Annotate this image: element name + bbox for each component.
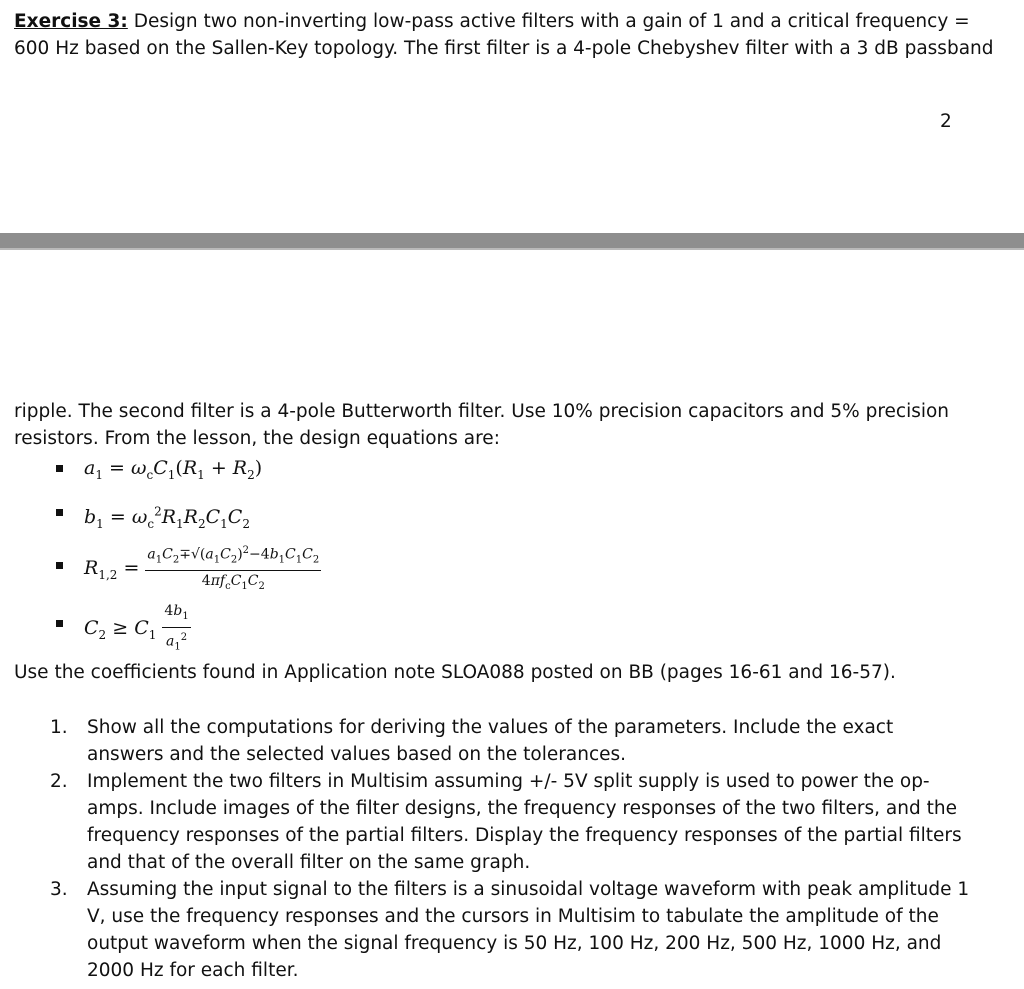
list-item bbox=[50, 768, 970, 876]
bullet-icon bbox=[56, 562, 63, 569]
list-item bbox=[50, 876, 970, 984]
task-list bbox=[50, 714, 970, 984]
coefficients-note: Use the coefficients found in Application note SLOA088 posted on BB (pages 16-61 and 16-57). bbox=[14, 662, 896, 683]
exercise-intro-text: Design two non-inverting low-pass active filters with a gain of 1 and a critical frequency = 600 Hz based on the Sallen-Key topology. The first filter is a 4-pole Chebyshev filter with a 3 dB passband bbox=[14, 11, 994, 59]
equation-r12: $R_{1,2}$ = $\frac{a_1C_2\mp√(a_1C_2)^2-4b_1C_1C_2}{4\pi f_cC_1C_2}$ bbox=[84, 542, 321, 596]
exercise-intro bbox=[14, 8, 1004, 62]
equation-c2-fraction: $\frac{4b_1}{a_1^2}$ bbox=[164, 603, 189, 653]
equation-b1-render: $b_1 = \omega_c^2R_1R_2C_1C_2$ bbox=[84, 505, 250, 532]
equation-a1-render: $a_1 = \omega_cC_1(R_1 + R_2)$ bbox=[84, 457, 263, 482]
list-item-text: Show all the computations for deriving the values of the parameters. Include the exact answers and the selected values based on the tolerances. bbox=[87, 717, 894, 765]
equation-c2: $C_2 \ge C_1$ $\frac{4b_1}{a_1^2}$ bbox=[84, 602, 191, 656]
list-item-text: Implement the two filters in Multisim assuming +/- 5V split supply is used to power the op-amps. Include images of the filter designs, the frequency responses of the two filters, and the frequency responses of the partial filters. Display the frequency responses of the partial filters and that of the overall filter on the same graph. bbox=[87, 771, 962, 873]
equation-r12-fraction: $\frac{a_1C_2\mp√(a_1C_2)^2-4b_1C_1C_2}{4\pi f_cC_1C_2}$ bbox=[145, 542, 321, 596]
bullet-icon bbox=[56, 620, 63, 627]
bullet-icon bbox=[56, 465, 63, 472]
page-number: 2 bbox=[940, 111, 952, 132]
exercise-title: Exercise 3: bbox=[14, 11, 128, 32]
page-break-divider bbox=[0, 233, 1024, 250]
continuation-paragraph: ripple. The second filter is a 4-pole Butterworth filter. Use 10% precision capacitors and 5% precision resistors. From the lesson, the design equations are: bbox=[14, 401, 950, 449]
list-marker: 3. bbox=[50, 879, 68, 900]
list-marker: 2. bbox=[50, 771, 68, 792]
list-item bbox=[50, 714, 970, 768]
list-item-text: Assuming the input signal to the filters is a sinusoidal voltage waveform with peak amplitude 1 V, use the frequency responses and the cursors in Multisim to tabulate the amplitude of the output waveform when the signal frequency is 50 Hz, 100 Hz, 200 Hz, 500 Hz, 1000 Hz, and 2000 Hz for each filter. bbox=[87, 879, 970, 981]
list-marker: 1. bbox=[50, 717, 68, 738]
equation-a1 bbox=[84, 456, 262, 487]
bullet-icon bbox=[56, 509, 63, 516]
equation-b1 bbox=[84, 500, 250, 536]
